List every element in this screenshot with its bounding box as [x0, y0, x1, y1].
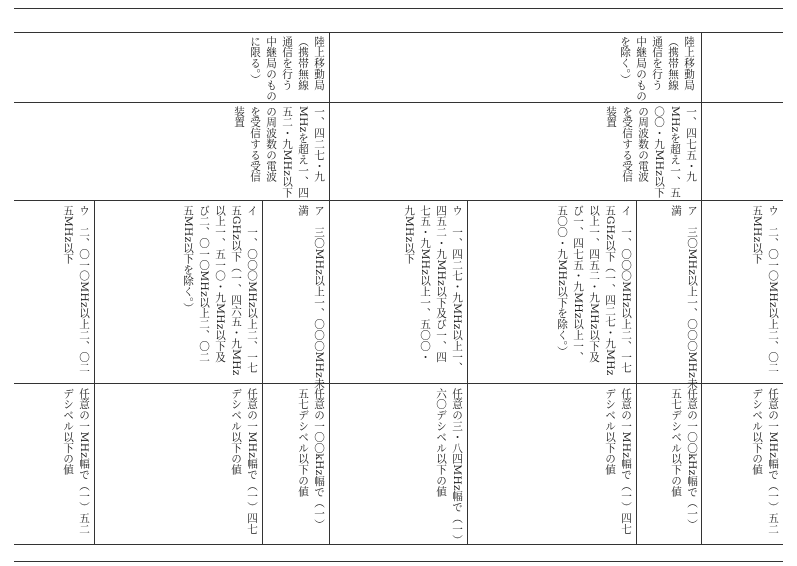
value-right-a: [640, 388, 698, 542]
header-cell-right: [600, 36, 695, 100]
frequency-cell-left: [200, 106, 325, 198]
subcol-divider-1: [94, 200, 95, 544]
value-line: 五七デシベル以下の値: [297, 388, 309, 497]
frequency-left-line: 五二・九MHz以下: [281, 106, 293, 198]
condition-line: 五MHz以下を除く。）: [182, 205, 194, 314]
condition-line: ウ 一、四二七・九MHz以上一、: [451, 205, 463, 374]
value-left-a: [266, 388, 325, 542]
condition-left-i: [97, 205, 258, 381]
condition-line: イ 一、〇〇〇MHz以上二、一七: [246, 205, 258, 374]
condition-far-u: [705, 205, 779, 381]
frequency-right-line: MHzを超え一、五: [669, 106, 681, 198]
subcol-divider-2: [262, 200, 263, 544]
frequency-right-line: の周波数の電波: [637, 106, 649, 183]
value-line: 任意の三・八四MHz幅で（一）: [451, 388, 463, 546]
condition-line: び一、四七五・九MHz以上一、: [572, 205, 584, 363]
condition-line: 五GHz以下（一、四二七・九MHz: [604, 205, 616, 376]
value-line: デシベル以下の値: [62, 388, 74, 476]
frequency-right-line: 一、四七五・九: [685, 106, 697, 183]
subcol-divider-4: [636, 200, 637, 544]
value-line: 任意の一MHz幅で（一）四七: [620, 388, 632, 535]
header-left-line: 中継局のもの: [265, 36, 277, 102]
header-right-line: 陸上移動局: [683, 36, 695, 91]
value-right-u: [333, 388, 463, 546]
condition-line: ウ 二、〇一〇MHz以上二、〇二: [78, 205, 90, 374]
condition-line: び二、〇一〇MHz以上二、〇二: [198, 205, 210, 363]
frequency-left-line: MHzを超え一、四: [297, 106, 309, 198]
value-line: デシベル以下の値: [604, 388, 616, 476]
condition-line: 七五・九MHz以上一、五〇〇・: [419, 205, 431, 363]
frequency-left-line: を受信する受信: [249, 106, 261, 183]
header-cell-left: [230, 36, 325, 100]
header-left-line: 陸上移動局: [313, 36, 325, 91]
header-divider: [14, 102, 783, 103]
frequency-left-line: の周波数の電波: [265, 106, 277, 183]
value-right-i: [470, 388, 632, 542]
condition-divider: [14, 383, 783, 384]
table-top-border: [14, 32, 783, 33]
value-line: 任意の一MHz幅で（一）四七: [246, 388, 258, 535]
condition-line: 五〇〇・九MHz以下を除く。）: [556, 205, 568, 358]
table-bottom-border: [14, 544, 783, 545]
column-divider-center: [329, 32, 330, 544]
condition-line: 以上一、四五二・九MHz以下及: [588, 205, 600, 363]
condition-left-u: [16, 205, 90, 381]
condition-line: 五MHz以下: [751, 205, 763, 265]
header-right-line: 通信を行う: [651, 36, 663, 91]
header-left-line: （携帯無線: [297, 36, 309, 91]
value-line: 任意の一〇〇kHz幅で（一）: [313, 388, 325, 531]
value-line: 任意の一MHz幅で（一）五二: [78, 388, 90, 535]
header-right-line: 中継局のもの: [635, 36, 647, 102]
condition-line: イ 一、〇〇〇MHz以上二、一七: [620, 205, 632, 374]
condition-right-i: [470, 205, 632, 381]
value-line: デシベル以下の値: [230, 388, 242, 476]
bottom-rule: [14, 561, 783, 562]
condition-line: 満: [297, 205, 309, 216]
value-line: 五七デシベル以下の値: [670, 388, 682, 497]
condition-line: 五GHz以下（一、四六五・九MHz: [230, 205, 242, 376]
value-far-u: [705, 388, 779, 542]
frequency-cell-right: [572, 106, 697, 198]
subcol-divider-3: [467, 200, 468, 544]
value-line: 任意の一MHz幅で（一）五二: [767, 388, 779, 535]
condition-line: 四五二・九MHz以下及び一、四: [435, 205, 447, 363]
column-divider-right: [701, 32, 702, 544]
frequency-left-line: 一、四二七・九: [313, 106, 325, 183]
frequency-right-line: 装置: [605, 106, 617, 128]
value-line: デシベル以下の値: [751, 388, 763, 476]
condition-line: ア 三〇MHz以上一、〇〇〇MHz未: [313, 205, 325, 389]
condition-right-a: [640, 205, 698, 389]
value-line: 六〇デシベル以下の値: [435, 388, 447, 497]
condition-line: 五MHz以下: [62, 205, 74, 265]
condition-line: 満: [670, 205, 682, 216]
header-left-line: 通信を行う: [281, 36, 293, 91]
top-rule: [14, 8, 783, 9]
frequency-right-line: 〇〇・九MHz以下: [653, 106, 665, 198]
frequency-divider: [14, 200, 783, 201]
header-right-line: （携帯無線: [667, 36, 679, 91]
value-line: 任意の一〇〇kHz幅で（一）: [686, 388, 698, 531]
condition-line: ア 三〇MHz以上一、〇〇〇MHz未: [686, 205, 698, 389]
condition-line: 以上一、五一〇・九MHz以下及: [214, 205, 226, 363]
condition-right-u: [333, 205, 463, 381]
condition-left-a: [266, 205, 325, 389]
condition-line: ウ 二、〇一〇MHz以上二、〇二: [767, 205, 779, 374]
header-left-line: に限る。）: [249, 36, 261, 86]
condition-line: 九MHz以下: [403, 205, 415, 265]
frequency-left-line: 装置: [233, 106, 245, 128]
value-left-u: [16, 388, 90, 542]
header-right-line: を除く。）: [619, 36, 631, 86]
value-left-i: [97, 388, 258, 542]
frequency-right-line: を受信する受信: [621, 106, 633, 183]
